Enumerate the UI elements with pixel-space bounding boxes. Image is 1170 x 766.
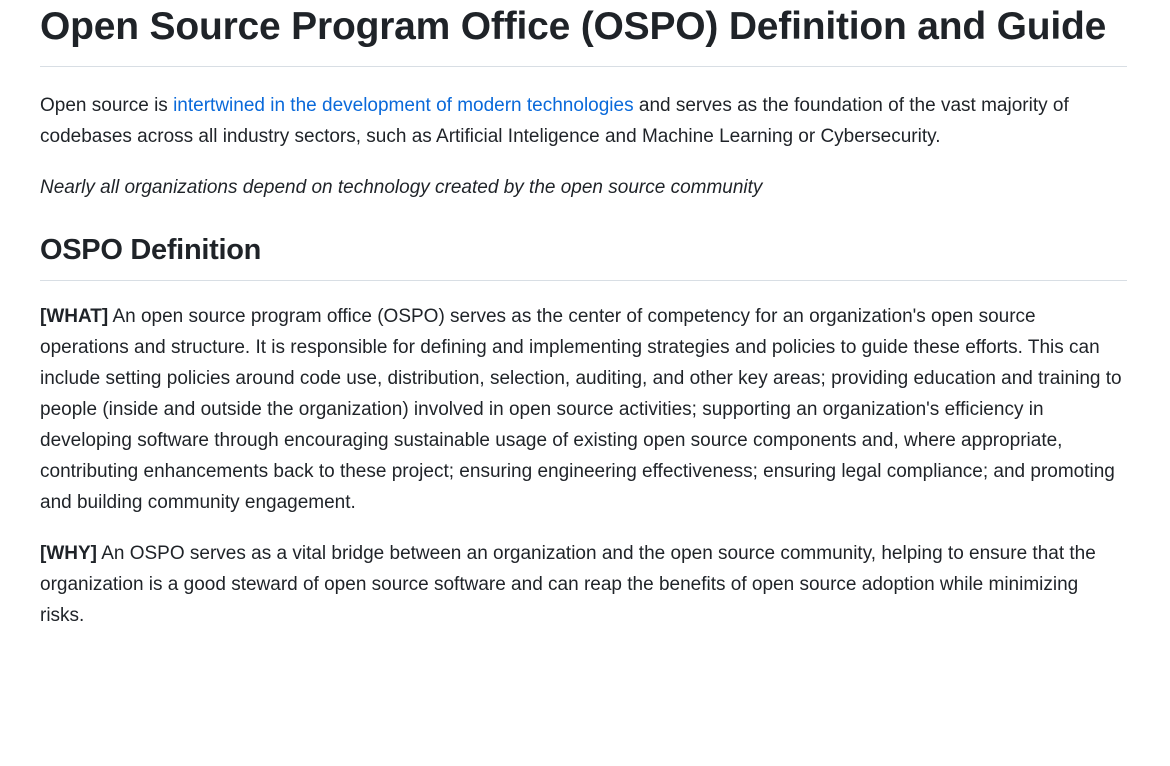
why-text: An OSPO serves as a vital bridge between an organization and the open source community, helping to ensure that the organization is a good steward of open source software and can reap the benefits of open source adoption while minimizing risks.: [40, 543, 1096, 626]
why-label: [WHY]: [40, 543, 97, 564]
intro-text-after-link: and serves as the foundation of the vast majority of codebases across all industry sectors, such as Artificial Inteligence and Machine Learning or Cybersecurity.: [40, 95, 1069, 147]
what-label: [WHAT]: [40, 306, 109, 327]
title-divider: [40, 66, 1127, 67]
what-text: An open source program office (OSPO) serves as the center of competency for an organization's open source operations and structure. It is responsible for defining and implementing strategies and policies to guide these efforts. This can include setting policies around code use, distribution, selection, auditing, and other key areas; providing education and training to people (inside and outside the organization) involved in open source activities; supporting an organization's efficiency in developing software through encouraging sustainable usage of existing open source components and, where appropriate, contributing enhancements back to these project; ensuring engineering effectiveness; ensuring legal compliance; and promoting and building community engagement.: [40, 306, 1122, 513]
what-paragraph: [40, 301, 1127, 518]
section-divider: [40, 280, 1127, 281]
intro-paragraph: [40, 90, 1127, 152]
page-title: Open Source Program Office (OSPO) Definition and Guide: [40, 5, 1107, 48]
section-heading-ospo-definition: OSPO Definition: [40, 234, 262, 266]
intro-text-before-link: Open source is: [40, 95, 174, 116]
tagline-paragraph: Nearly all organizations depend on technology created by the open source community: [40, 177, 763, 198]
why-paragraph: [40, 538, 1127, 631]
modern-technologies-link[interactable]: intertwined in the development of modern technologies: [173, 95, 634, 116]
article: [40, 0, 1127, 631]
